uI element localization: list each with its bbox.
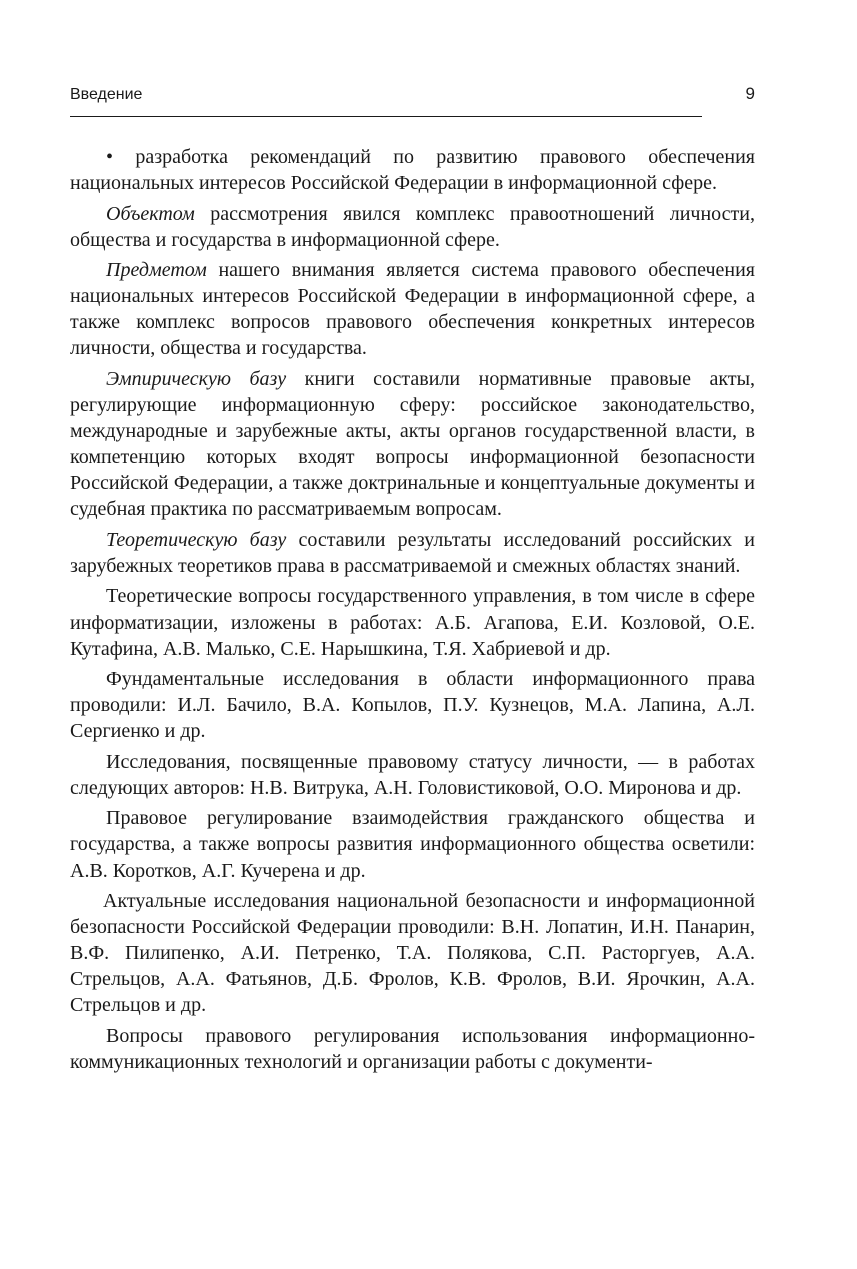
term-theoretical-base: Теоретическую базу (106, 528, 287, 551)
section-title: Введение (70, 86, 143, 103)
running-header (70, 86, 755, 110)
paragraph-empirical-base: Эмпирическую базу книги составили нормативные правовые акты, регулирующие информационную сферу: российское законодательство, международные и зарубежные акты, акты органов государственной власти, в компетенцию которых входят вопросы информационной безопасности Российской Федерации, а также доктринальные и концептуальные документы и судебная практика по рассматриваемым вопросам. (70, 367, 756, 521)
body-text (70, 144, 755, 1079)
term-object: Объектом (106, 202, 195, 225)
header-rule (70, 116, 702, 117)
paragraph-ict-regulation: Вопросы правового регулирования использования информационно-коммуникационных технологий и организации работы с документи- (70, 1024, 755, 1073)
paragraph-legal-status: Исследования, посвященные правовому статусу личности, — в работах следующих авторов: Н.В. Витрука, А.Н. Головистиковой, О.О. Миронова и др. (70, 750, 755, 799)
paragraph-recommendations: • разработка рекомендаций по развитию правового обеспечения национальных интересов Российской Федерации в информационной сфере. (70, 146, 755, 195)
paragraph-object: Объектом рассмотрения явился комплекс правоотношений личности, общества и государства в информационной сфере. (70, 202, 755, 251)
paragraph-information-law: Фундаментальные исследования в области информационного права проводили: И.Л. Бачило, В.А. Копылов, П.У. Кузнецов, М.А. Лапина, А.Л. Сергиенко и др. (70, 668, 755, 743)
paragraph-subject: Предметом нашего внимания является система правового обеспечения национальных интересов Российской Федерации в информационной сфере, а также комплекс вопросов правового обеспечения конкретных интересов личности, общества и государства. (70, 259, 755, 360)
paragraph-theoretical-base: Теоретическую базу составили результаты исследований российских и зарубежных теоретиков права в рассматриваемой и смежных областях знаний. (70, 528, 756, 577)
paragraph-national-security: Актуальные исследования национальной безопасности и информационной безопасности Российской Федерации проводили: В.Н. Лопатин, И.Н. Панарин, В.Ф. Пилипенко, А.И. Петренко, Т.А. Полякова, С.П. Расторгуев, А.А. Стрельцов, А.А. Фатьянов, Д.Б. Фролов, К.В. Фролов, В.И. Ярочкин, А.А. Стрельцов и др. (70, 890, 755, 1017)
page-number: 9 (745, 84, 755, 103)
term-empirical-base: Эмпирическую базу (106, 367, 287, 390)
term-subject: Предметом (106, 259, 207, 282)
paragraph-state-management: Теоретические вопросы государственного управления, в том числе в сфере информатизации, изложены в работах: А.Б. Агапова, Е.И. Козловой, О.Е. Кутафина, А.В. Малько, С.Е. Нарышкина, Т.Я. Хабриевой и др. (70, 585, 755, 660)
paragraph-civil-society: Правовое регулирование взаимодействия гражданского общества и государства, а также вопросы развития информационного общества осветили: А.В. Коротков, А.Г. Кучерена и др. (70, 807, 755, 882)
